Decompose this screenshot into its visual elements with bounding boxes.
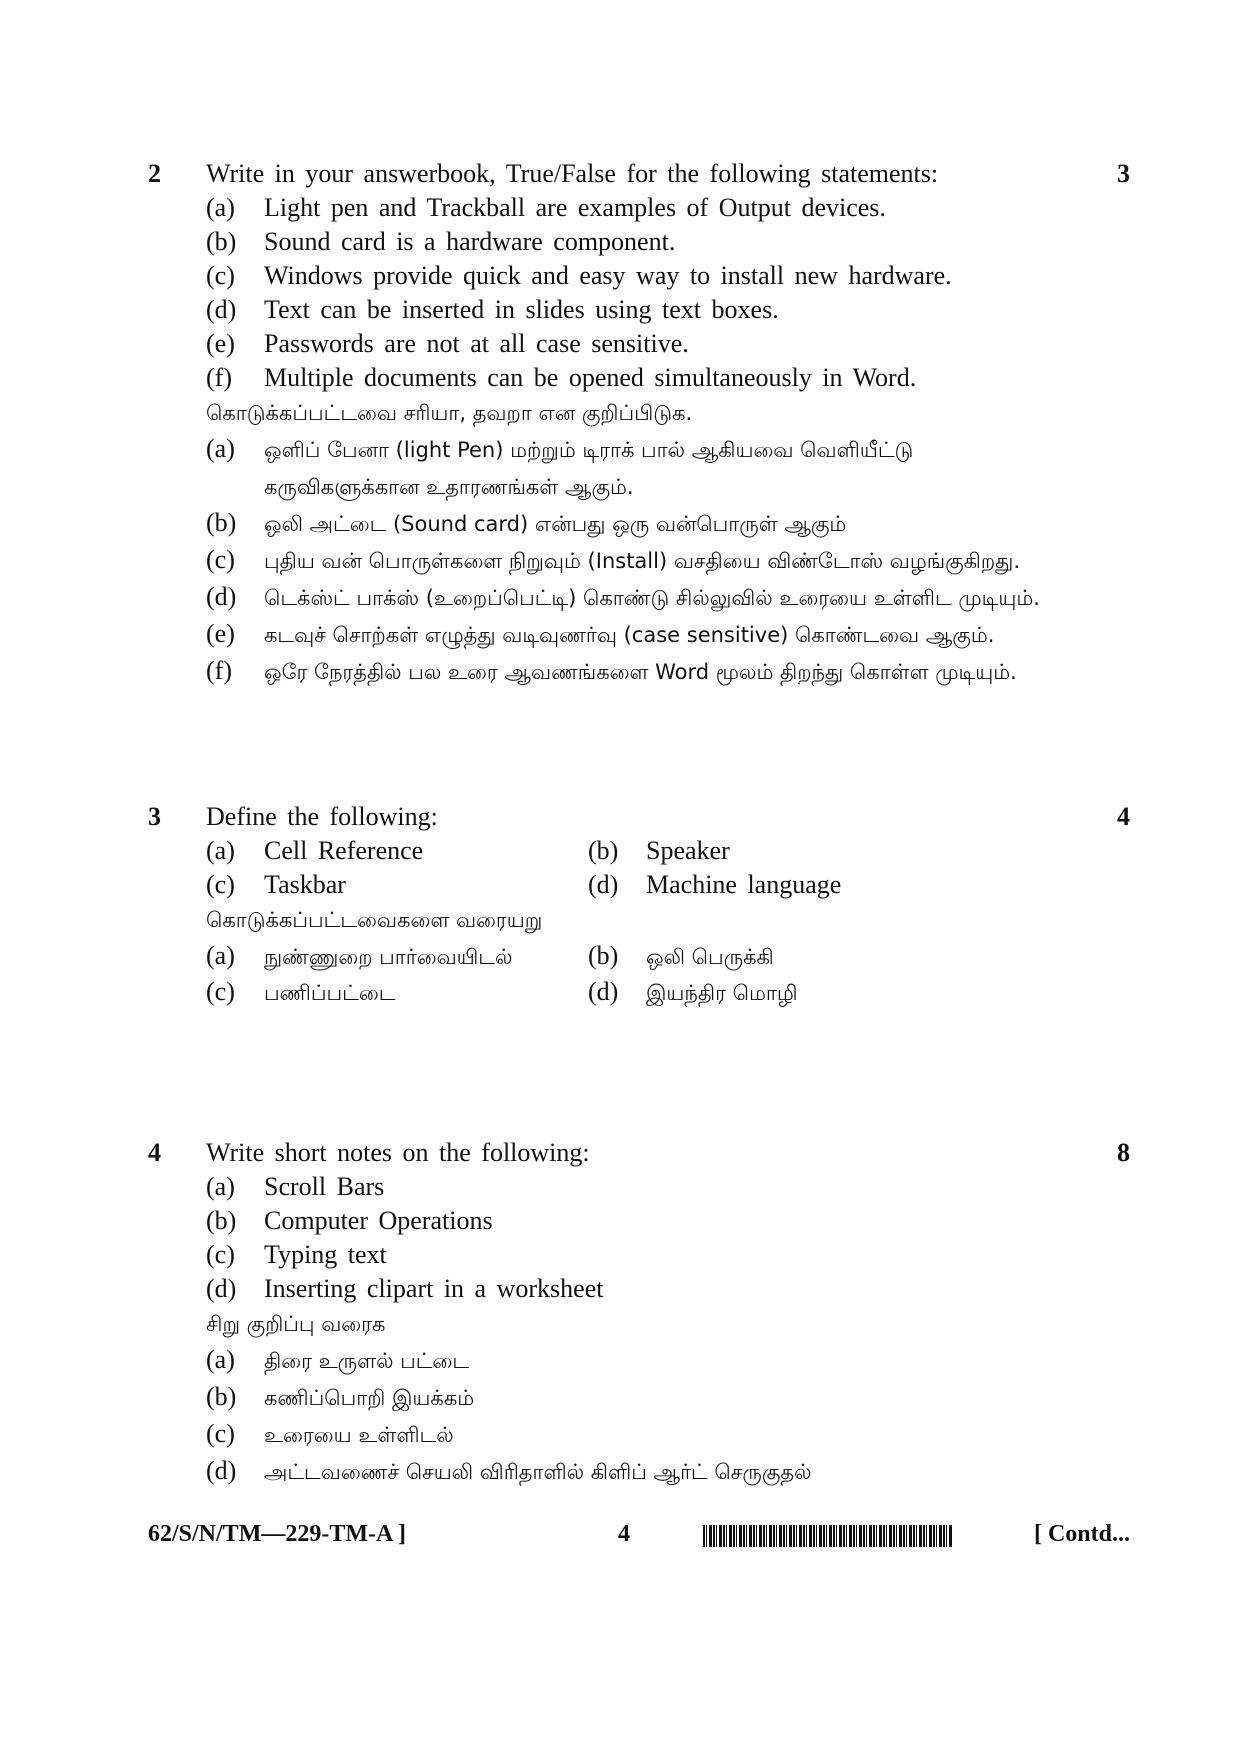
list-item-tamil: [148, 1343, 1130, 1380]
item-text: Windows provide quick and easy way to install new hardware.: [264, 261, 952, 290]
item-text: Light pen and Trackball are examples of Output devices.: [264, 193, 886, 222]
item-text: திரை உருளல் பட்டை: [264, 1349, 470, 1373]
item-label: (c): [206, 545, 235, 574]
question-text: Write in your answerbook, True/False for the following statements:: [206, 159, 939, 188]
list-item-tamil: [148, 543, 1130, 580]
question-text: Define the following:: [206, 802, 438, 831]
list-item: [148, 225, 1130, 259]
list-item: [148, 259, 1130, 293]
item-text: Scroll Bars: [264, 1172, 385, 1201]
item-label: (a): [206, 434, 235, 463]
continued-label: [ Contd...: [1033, 1521, 1130, 1547]
item-label: (e): [206, 619, 235, 648]
item-text: உரையை உள்ளிடல்: [264, 1423, 454, 1447]
list-item-tamil: [148, 506, 1130, 543]
item-label: (c): [206, 261, 235, 290]
item-label: (d): [588, 977, 619, 1006]
list-row: [148, 868, 1130, 902]
question-number: 3: [148, 802, 161, 831]
item-label: (d): [206, 295, 237, 324]
item-label: (c): [206, 1240, 235, 1269]
list-item-tamil: [148, 654, 1130, 691]
item-text: இயந்திர மொழி: [646, 981, 798, 1005]
item-text: பணிப்பட்டை: [264, 981, 396, 1005]
item-label: (b): [206, 1382, 237, 1411]
page-number: 4: [618, 1521, 630, 1547]
item-label: (e): [206, 329, 235, 358]
paper-code: 62/S/N/TM—229-TM-A ]: [148, 1521, 406, 1547]
item-text: ஒளிப் பேனா (light Pen) மற்றும் டிராக் பால் ஆகியவை வெளியீட்டு கருவிகளுக்கான உதாரணங்கள் ஆகும்.: [264, 438, 914, 499]
item-label: (b): [206, 227, 237, 256]
marks: 3: [1117, 159, 1130, 188]
question-text: Write short notes on the following:: [206, 1138, 590, 1167]
item-text: Inserting clipart in a worksheet: [264, 1274, 604, 1303]
item-text: டெக்ஸ்ட் பாக்ஸ் (உறைப்பெட்டி) கொண்டு சில்லுவில் உரையை உள்ளிட முடியும்.: [264, 586, 1040, 610]
item-text: Sound card is a hardware component.: [264, 227, 676, 256]
list-item: [148, 1204, 1130, 1238]
item-text: Computer Operations: [264, 1206, 493, 1235]
list-row: [148, 834, 1130, 868]
tamil-instruction: கொடுக்கப்பட்டவை சரியா, தவறா என குறிப்பிடுக.: [206, 401, 693, 425]
item-label: (a): [206, 836, 235, 865]
list-item-tamil: [148, 1454, 1130, 1491]
question-3: [148, 800, 1130, 1011]
item-label: (f): [206, 363, 232, 392]
barcode-image: [703, 1525, 953, 1547]
list-row-tamil: [148, 975, 1130, 1011]
item-label: (a): [206, 941, 235, 970]
item-text: Multiple documents can be opened simultaneously in Word.: [264, 363, 917, 392]
list-row-tamil: [148, 939, 1130, 975]
tamil-instruction: சிறு குறிப்பு வரைக: [206, 1312, 386, 1336]
question-4: [148, 1136, 1130, 1491]
item-text: Machine language: [646, 870, 842, 899]
item-text: ஒலி அட்டை (Sound card) என்பது ஒரு வன்பொருள் ஆகும்: [264, 512, 847, 536]
list-item: [148, 293, 1130, 327]
marks: 8: [1117, 1138, 1130, 1167]
item-text: ஒலி பெருக்கி: [646, 945, 774, 969]
item-text: Taskbar: [264, 870, 346, 899]
item-label: (d): [588, 870, 619, 899]
question-number: 4: [148, 1138, 161, 1167]
marks: 4: [1117, 802, 1130, 831]
item-label: (c): [206, 870, 235, 899]
item-text: Speaker: [646, 836, 730, 865]
list-item-tamil: [148, 1380, 1130, 1417]
item-label: (a): [206, 1345, 235, 1374]
list-item-tamil: [148, 432, 1130, 506]
item-text: கடவுச் சொற்கள் எழுத்து வடிவுணர்வு (case sensitive) கொண்டவை ஆகும்.: [264, 623, 995, 647]
question-number: 2: [148, 159, 161, 188]
item-label: (c): [206, 977, 235, 1006]
list-item: [148, 327, 1130, 361]
item-text: Text can be inserted in slides using text boxes.: [264, 295, 779, 324]
item-text: Cell Reference: [264, 836, 424, 865]
tamil-instruction: கொடுக்கப்பட்டவைகளை வரையறு: [206, 908, 543, 932]
item-label: (d): [206, 1456, 237, 1485]
item-text: ஒரே நேரத்தில் பல உரை ஆவணங்களை Word மூலம் திறந்து கொள்ள முடியும்.: [264, 660, 1017, 684]
list-item: [148, 361, 1130, 395]
item-label: (f): [206, 656, 232, 685]
item-text: நுண்ணுறை பார்வையிடல்: [264, 945, 513, 969]
list-item: [148, 1238, 1130, 1272]
list-item-tamil: [148, 1417, 1130, 1454]
item-label: (c): [206, 1419, 235, 1448]
item-text: அட்டவணைச் செயலி விரிதாளில் கிளிப் ஆர்ட் செருகுதல்: [264, 1460, 812, 1484]
list-item-tamil: [148, 580, 1130, 617]
item-label: (b): [588, 836, 619, 865]
list-item-tamil: [148, 617, 1130, 654]
item-label: (d): [206, 1274, 237, 1303]
item-text: Passwords are not at all case sensitive.: [264, 329, 689, 358]
list-item: [148, 1170, 1130, 1204]
item-label: (a): [206, 1172, 235, 1201]
item-label: (b): [206, 1206, 237, 1235]
list-item: [148, 1272, 1130, 1306]
item-text: புதிய வன் பொருள்களை நிறுவும் (Install) வசதியை விண்டோஸ் வழங்குகிறது.: [264, 549, 1021, 573]
item-label: (b): [206, 508, 237, 537]
item-text: கணிப்பொறி இயக்கம்: [264, 1386, 475, 1410]
item-text: Typing text: [264, 1240, 387, 1269]
item-label: (a): [206, 193, 235, 222]
item-label: (b): [588, 941, 619, 970]
page-footer: [148, 1521, 1130, 1555]
item-label: (d): [206, 582, 237, 611]
question-2: [148, 157, 1130, 691]
list-item: [148, 191, 1130, 225]
